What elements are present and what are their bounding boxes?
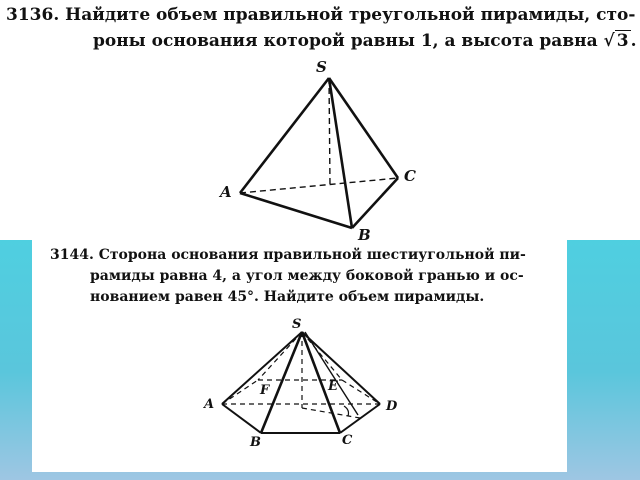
- hexagonal-pyramid-figure: [222, 332, 380, 433]
- vertex-label-S: S: [316, 58, 327, 76]
- problem2-line2: рамиды равна 4, а угол между боковой гранью и ос-: [90, 268, 524, 284]
- edge-SB: [329, 78, 352, 228]
- problem2-number: 3144.: [50, 247, 94, 263]
- vertex-label-C: C: [404, 167, 416, 185]
- problem2-text-line1: Сторона основания правильной шестиугольной пи-: [98, 247, 526, 263]
- problem1-end-punct: .: [630, 31, 637, 51]
- edge-BC: [352, 178, 398, 228]
- hidden-edge-SF: [258, 332, 302, 380]
- angle-arc: [344, 406, 349, 416]
- vertex-label-B: B: [358, 226, 371, 244]
- triangular-pyramid-figure: [240, 78, 398, 228]
- sqrt-radicand: 3: [616, 31, 629, 51]
- problem1-text-line1: Найдите объем правильной треугольной пирамиды, сто-: [65, 5, 636, 25]
- vertex-label-A2: A: [204, 397, 215, 412]
- edge-SC: [329, 78, 398, 178]
- edge-AB: [240, 193, 352, 228]
- edge-SD: [302, 332, 380, 404]
- vertex-label-C2: C: [342, 433, 353, 448]
- vertex-label-A: A: [220, 183, 232, 201]
- edge-AB: [222, 404, 261, 433]
- problem1-text-line2: роны основания которой равны 1, а высота равна: [93, 31, 598, 51]
- hidden-edge-AC: [240, 178, 398, 193]
- vertex-label-F2: F: [260, 383, 270, 398]
- hidden-height: [329, 78, 330, 186]
- problem1-number: 3136.: [6, 5, 60, 25]
- sqrt-expression: √ 3: [603, 31, 629, 51]
- vertex-label-D2: D: [386, 399, 398, 414]
- edge-SC-inner: [305, 332, 358, 415]
- vertex-label-E2: E: [328, 379, 338, 394]
- edge-SA: [240, 78, 329, 193]
- problem2-line3: нованием равен 45°. Найдите объем пирамиды.: [90, 289, 485, 305]
- hidden-edge-ED: [342, 380, 380, 404]
- hidden-edge-SE: [302, 332, 342, 380]
- vertex-label-B2: B: [250, 435, 261, 450]
- vertex-label-S2: S: [292, 317, 302, 332]
